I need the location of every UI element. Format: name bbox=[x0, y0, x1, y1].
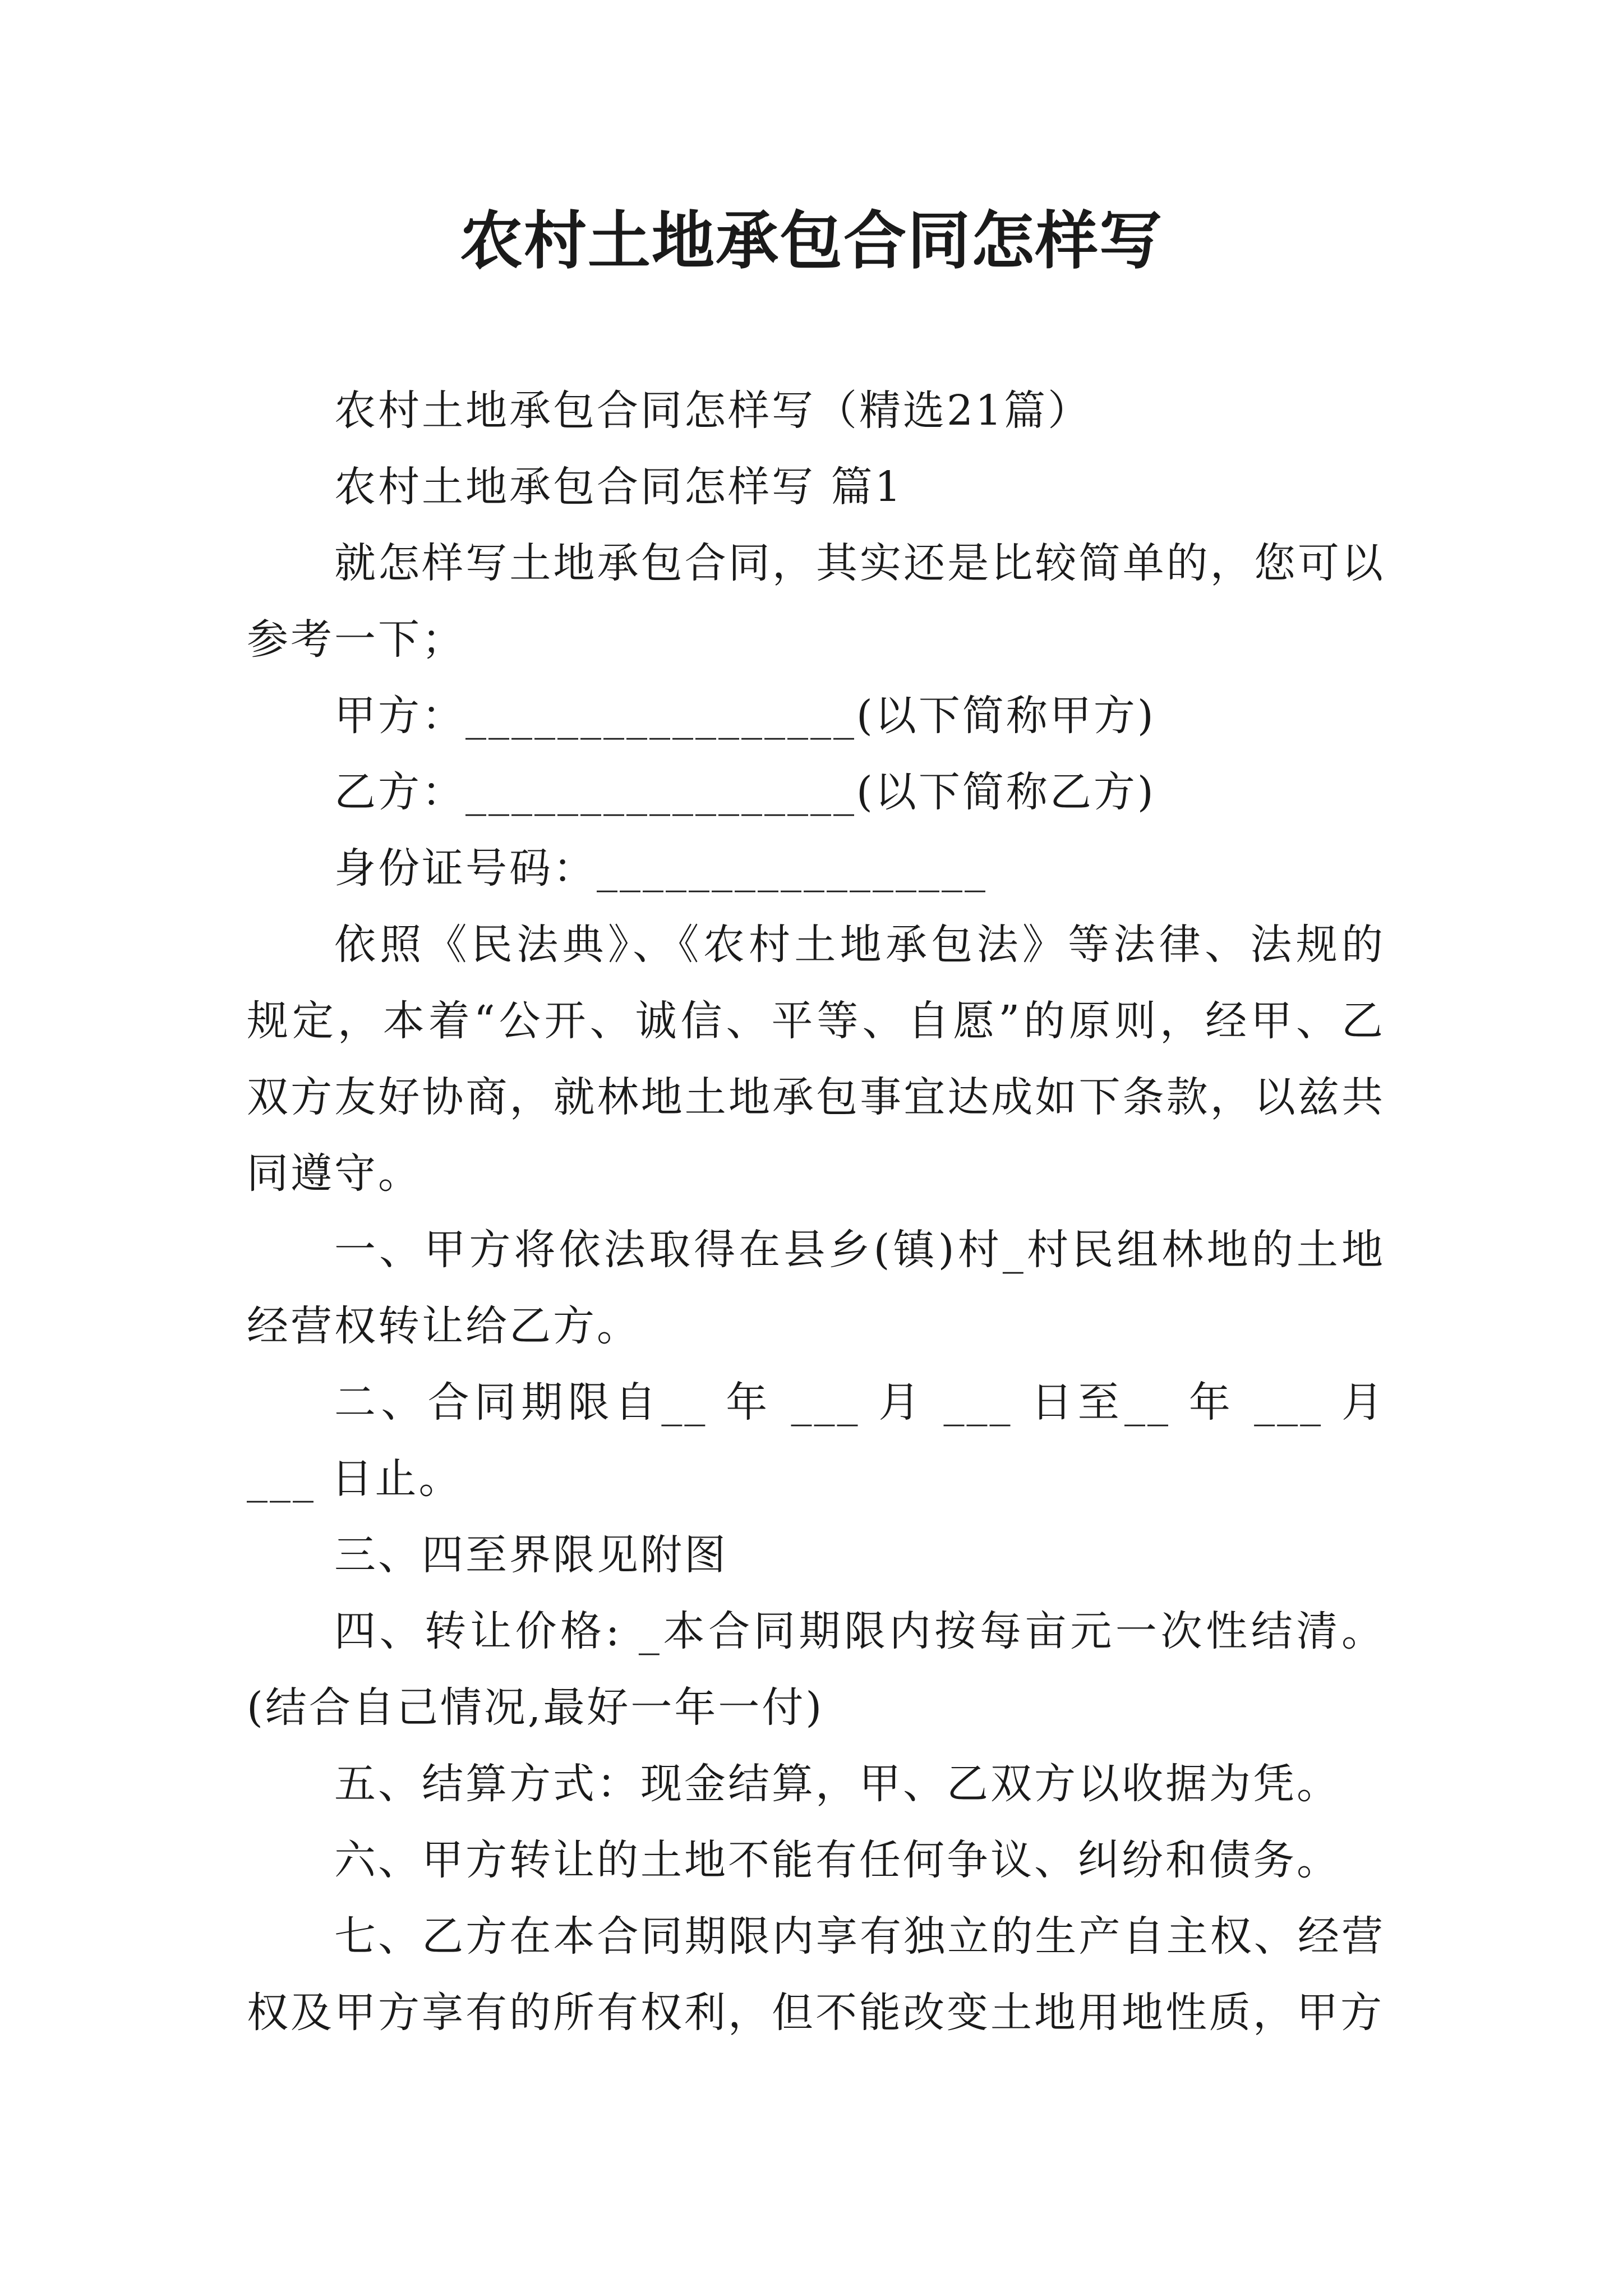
paragraph-intro: 就怎样写土地承包合同，其实还是比较简单的，您可以参考一下； bbox=[247, 539, 1385, 664]
paragraph-clause-6: 六、甲方转让的土地不能有任何争议、纠纷和债务。 bbox=[334, 1836, 1340, 1884]
document-body bbox=[247, 372, 1385, 2051]
paragraph-clause-1: 一、甲方将依法取得在县乡(镇)村_村民组林地的土地经营权转让给乙方。 bbox=[247, 1226, 1385, 1350]
paragraph-section-heading: 农村土地承包合同怎样写 篇1 bbox=[334, 463, 903, 511]
paragraph-clause-3: 三、四至界限见附图 bbox=[334, 1531, 728, 1579]
paragraph-clause-5: 五、结算方式：现金结算，甲、乙双方以收据为凭。 bbox=[334, 1760, 1340, 1808]
paragraph-clause-4: 四、转让价格: _本合同期限内按每亩元一次性结清。(结合自己情况,最好一年一付) bbox=[247, 1607, 1385, 1732]
document-title: 农村土地承包合同怎样写 bbox=[460, 204, 1163, 278]
paragraph-party-a: 甲方：_________________(以下简称甲方) bbox=[334, 692, 1156, 740]
paragraph-preamble: 依照《民法典》、《农村土地承包法》等法律、法规的规定，本着“公开、诚信、平等、自愿”的原则，经甲、乙双方友好协商，就林地土地承包事宜达成如下条款，以兹共同遵守。 bbox=[247, 921, 1385, 1198]
paragraph-party-b: 乙方：_________________(以下简称乙方) bbox=[334, 768, 1156, 816]
paragraph-clause-2: 二、合同期限自__ 年 ___ 月 ___ 日至__ 年 ___ 月 ___ 日止。 bbox=[247, 1378, 1385, 1503]
paragraph-clause-7: 七、乙方在本合同期限内享有独立的生产自主权、经营权及甲方享有的所有权利，但不能改变土地用地性质，甲方 bbox=[247, 1912, 1385, 2037]
paragraph-subtitle: 农村土地承包合同怎样写（精选21篇） bbox=[334, 386, 1092, 435]
paragraph-id-number: 身份证号码：_________________ bbox=[334, 844, 988, 892]
